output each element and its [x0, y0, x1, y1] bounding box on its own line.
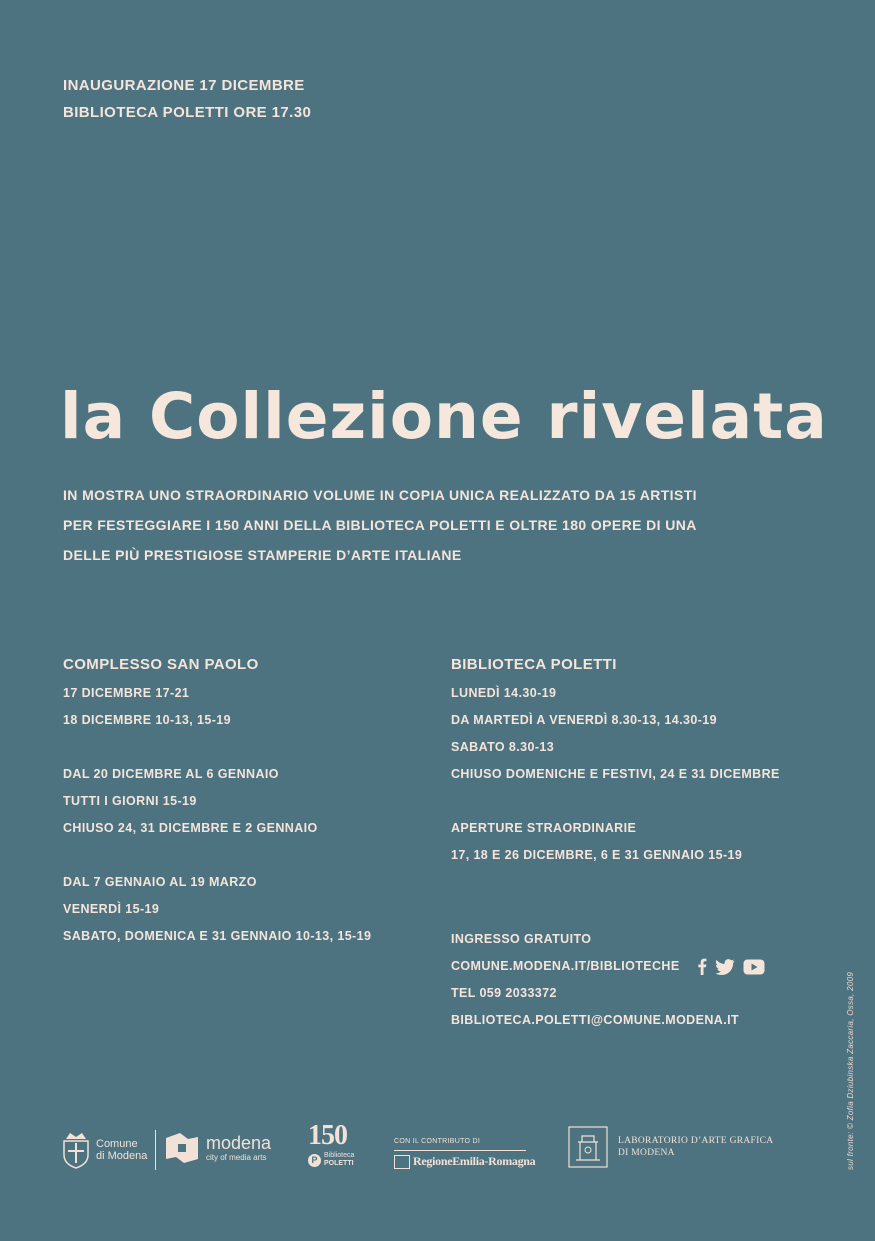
free-entry: INGRESSO GRATUITO [451, 932, 592, 946]
laboratorio-text: LABORATORIO D’ARTE GRAFICA [618, 1136, 774, 1146]
website-line [451, 953, 811, 980]
press-emblem-icon [568, 1126, 608, 1168]
comune-text: Comune [96, 1138, 138, 1150]
poletti-heading: BIBLIOTECA POLETTI [451, 656, 617, 673]
inauguration-date: INAUGURAZIONE 17 DICEMBRE [63, 77, 305, 94]
poletti-p-icon: P [308, 1154, 321, 1167]
hours-line: 18 DICEMBRE 10-13, 15-19 [63, 713, 232, 727]
laboratorio-logo [568, 1126, 773, 1168]
hours-line: SABATO 8.30-13 [451, 740, 555, 754]
hours-line: LUNEDÌ 14.30-19 [451, 686, 557, 700]
exhibition-description [63, 480, 763, 570]
san-paolo-heading: COMPLESSO SAN PAOLO [63, 656, 259, 673]
hours-line: DAL 7 GENNAIO AL 19 MARZO [63, 875, 257, 889]
comune-di-modena-logo [60, 1130, 156, 1170]
coat-of-arms-icon [60, 1131, 92, 1169]
poletti-logo-text: Biblioteca [324, 1152, 355, 1159]
modena-media-arts-logo [164, 1132, 271, 1164]
hours-line: 17 DICEMBRE 17-21 [63, 686, 190, 700]
hours-line: DAL 20 DICEMBRE AL 6 GENNAIO [63, 767, 279, 781]
contacts-block [451, 926, 811, 1034]
hours-line: DA MARTEDÌ A VENERDÌ 8.30-13, 14.30-19 [451, 713, 717, 727]
phone: TEL 059 2033372 [451, 986, 557, 1000]
twitter-icon[interactable] [715, 958, 735, 975]
hours-line: 17, 18 E 26 DICEMBRE, 6 E 31 GENNAIO 15-19 [451, 848, 743, 862]
laboratorio-text: DI MODENA [618, 1148, 675, 1158]
modena-wordmark: modena [206, 1132, 272, 1153]
logos-bar [60, 1120, 820, 1180]
poletti-hours [451, 653, 811, 869]
hours-line: VENERDÌ 15-19 [63, 902, 160, 916]
poletti-logo-text: POLETTI [324, 1160, 354, 1167]
social-icons [697, 958, 765, 975]
hours-line: CHIUSO DOMENICHE E FESTIVI, 24 E 31 DICEMBRE [451, 767, 780, 781]
exhibition-title: la Collezione rivelata [60, 380, 828, 453]
description-line: IN MOSTRA UNO STRAORDINARIO VOLUME IN COPIA UNICA REALIZZATO DA 15 ARTISTI [63, 487, 697, 503]
hours-line: SABATO, DOMENICA E 31 GENNAIO 10-13, 15-19 [63, 929, 372, 943]
regione-wordmark: RegioneEmilia-Romagna [413, 1154, 536, 1168]
website-link[interactable]: COMUNE.MODENA.IT/BIBLIOTECHE [451, 959, 680, 973]
contributo-label: CON IL CONTRIBUTO DI [394, 1138, 481, 1145]
hours-line: TUTTI I GIORNI 15-19 [63, 794, 197, 808]
regione-logo [394, 1137, 535, 1169]
inauguration-header [63, 72, 311, 126]
inauguration-place-time: BIBLIOTECA POLETTI ORE 17.30 [63, 104, 312, 121]
modena-tagline: city of media arts [206, 1152, 267, 1162]
poletti-150-logo [308, 1122, 354, 1168]
modena-mark-icon [164, 1132, 200, 1164]
san-paolo-hours [63, 653, 433, 950]
description-line: PER FESTEGGIARE I 150 ANNI DELLA BIBLIOTECA POLETTI E OLTRE 180 OPERE DI UNA [63, 517, 697, 533]
hours-line: APERTURE STRAORDINARIE [451, 821, 637, 835]
regione-flag-icon [394, 1155, 410, 1169]
facebook-icon[interactable] [697, 958, 707, 975]
email-link[interactable]: BIBLIOTECA.POLETTI@COMUNE.MODENA.IT [451, 1013, 739, 1027]
poletti-150-mark: 150 [308, 1120, 347, 1151]
hours-line: CHIUSO 24, 31 DICEMBRE E 2 GENNAIO [63, 821, 318, 835]
description-line: DELLE PIÙ PRESTIGIOSE STAMPERIE D’ARTE ITALIANE [63, 547, 462, 563]
cover-credit: sul fronte: © Zofia Dziubinska Zaccaria, Ossa, 2009 [846, 971, 855, 1170]
youtube-icon[interactable] [743, 958, 765, 975]
comune-text: di Modena [96, 1150, 148, 1162]
